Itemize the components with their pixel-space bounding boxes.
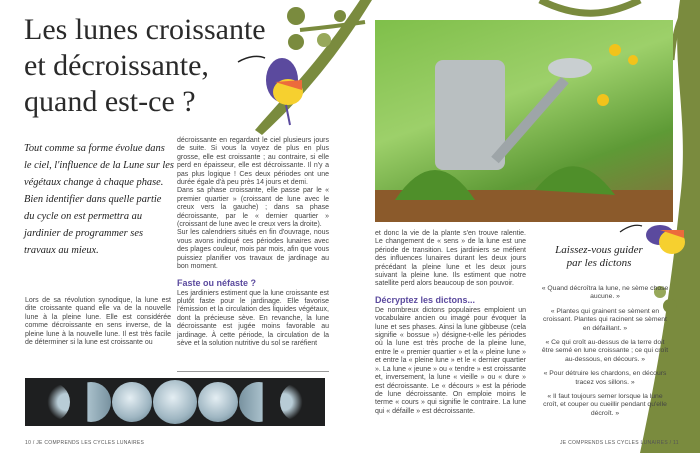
- paragraph: Les jardiniers estiment que la lune croissante est plutôt faste pour le jardinage. Elle favorise l'émission et la circulation des liquides végétaux, dont la précieuse sève. En revanche, la lune décroissante est jugée moins favorable au jardinage. À cette période, la circulation de la sève et la solution nutritive du sol se raréfient: [177, 289, 329, 347]
- paragraph: De nombreux dictons populaires emploient un vocabulaire ancien ou imagé pour évoquer la lune et ses phases. Ainsi la lune gibbeuse (cela signifie « bossue ») désigne-t-elle les périodes où la lune est très proche de la pleine lune, entre le « premier quartier » et la « pleine lune » et entre la « pleine lune » et le « dernier quartier ». La lune « jeune » ou « tendre » est croissante et, inversement, la lune « vieille » ou « dure » est décroissante. Le « décours » est la période de lune décroissante. On emploie moins le terme « cours » qui signifie le contraire. La lune qui « défaille » est décroissante.: [375, 306, 526, 415]
- column-3: [375, 230, 526, 416]
- page-title: [24, 12, 344, 120]
- paragraph: décroissante en regardant le ciel plusieurs jours de suite. Si vous la voyez de plus en plus grosse, elle est croissante ; au contraire, si elle perd en épaisseur, elle est décroissante. Il n'y a pas plus logique ! Ces deux périodes ont une durée égale d'à peu près 14 jours et demi.: [177, 137, 329, 187]
- moon-phase: [239, 382, 279, 422]
- sidebar-title-line: par les dictons: [566, 257, 632, 269]
- footer-right: JE COMPRENDS LES CYCLES LUNAIRES / 11: [560, 440, 679, 446]
- garden-photo: [375, 20, 673, 222]
- watering-can-icon: [375, 20, 673, 222]
- intro-text: Tout comme sa forme évolue dans le ciel, l'influence de la Lune sur les végétaux change à chaque phase. Bien identifier dans quelle partie du cycle on est permettra au jardinier de programmer ses travaux au mieux.: [24, 143, 174, 256]
- moon-phase: [71, 382, 111, 422]
- title-line: Les lunes croissante: [24, 13, 266, 46]
- moon-phase: [280, 382, 320, 422]
- title-line: quand est-ce ?: [24, 85, 196, 118]
- saying: « Pour détruire les chardons, en décours tracez vos sillons. »: [543, 370, 667, 386]
- sidebar-title-line: Laissez-vous guider: [555, 244, 643, 256]
- sayings-list: [541, 285, 669, 424]
- moon-phase: [198, 382, 238, 422]
- moon-phase: [153, 380, 197, 424]
- paragraph: Lors de sa révolution synodique, la lune est dite croissante quand elle va de la nouvelle lune à la pleine lune. Elle est considérée comme décroissante en sens inverse, de la pleine lune à la nouvelle lune. Il est très facile de déterminer si la lune est croissante ou: [25, 297, 171, 347]
- saying: « Il faut toujours semer lorsque la lune croît, et couper ou cueillir pendant qu'elle décroît. »: [543, 393, 667, 417]
- section-heading: Décryptez les dictons...: [375, 294, 476, 305]
- moon-phase: [112, 382, 152, 422]
- divider: [177, 371, 329, 372]
- title-line: et décroissante,: [24, 49, 209, 82]
- moon-phases-photo: [25, 378, 325, 426]
- paragraph: Dans sa phase croissante, elle passe par le « premier quartier » (croissant de lune avec le creux vers la gauche) ; dans sa phase décroissante, par le « dernier quartier » (croissant de lune avec le creux vers la droite).: [177, 187, 329, 229]
- section-heading: Faste ou néfaste ?: [177, 277, 257, 288]
- column-2: [177, 137, 329, 348]
- paragraph: Sur les calendriers situés en fin d'ouvrage, nous vous avons indiqué ces périodes lunaires avec des plages couleur, mois par mois, afin que vous puissiez planifier vos travaux de jardinage au bon moment.: [177, 229, 329, 271]
- saying: « Ce qui croît au-dessus de la terre doit être semé en lune croissante ; ce qui croît au-dessous, en décours. »: [541, 339, 669, 363]
- paragraph: et donc la vie de la plante s'en trouve ralentie. Le changement de « sens » de la lune est une période de transition. Les jardiniers se méfient des influences lunaires durant les deux jours précédant la pleine lune et les deux jours suivant la pleine lune. Ils estiment que notre satellite perd alors beaucoup de son pouvoir.: [375, 230, 526, 288]
- column-1: [25, 297, 171, 347]
- saying: « Plantes qui grainent se sèment en croissant. Plantes qui racinent se sèment en défaillant. »: [543, 307, 667, 332]
- footer-left: 10 / JE COMPRENDS LES CYCLES LUNAIRES: [25, 440, 145, 446]
- saying: « Quand décroîtra la lune, ne sème chose aucune. »: [541, 285, 669, 301]
- moon-phase: [30, 382, 70, 422]
- sidebar-title: [543, 244, 655, 270]
